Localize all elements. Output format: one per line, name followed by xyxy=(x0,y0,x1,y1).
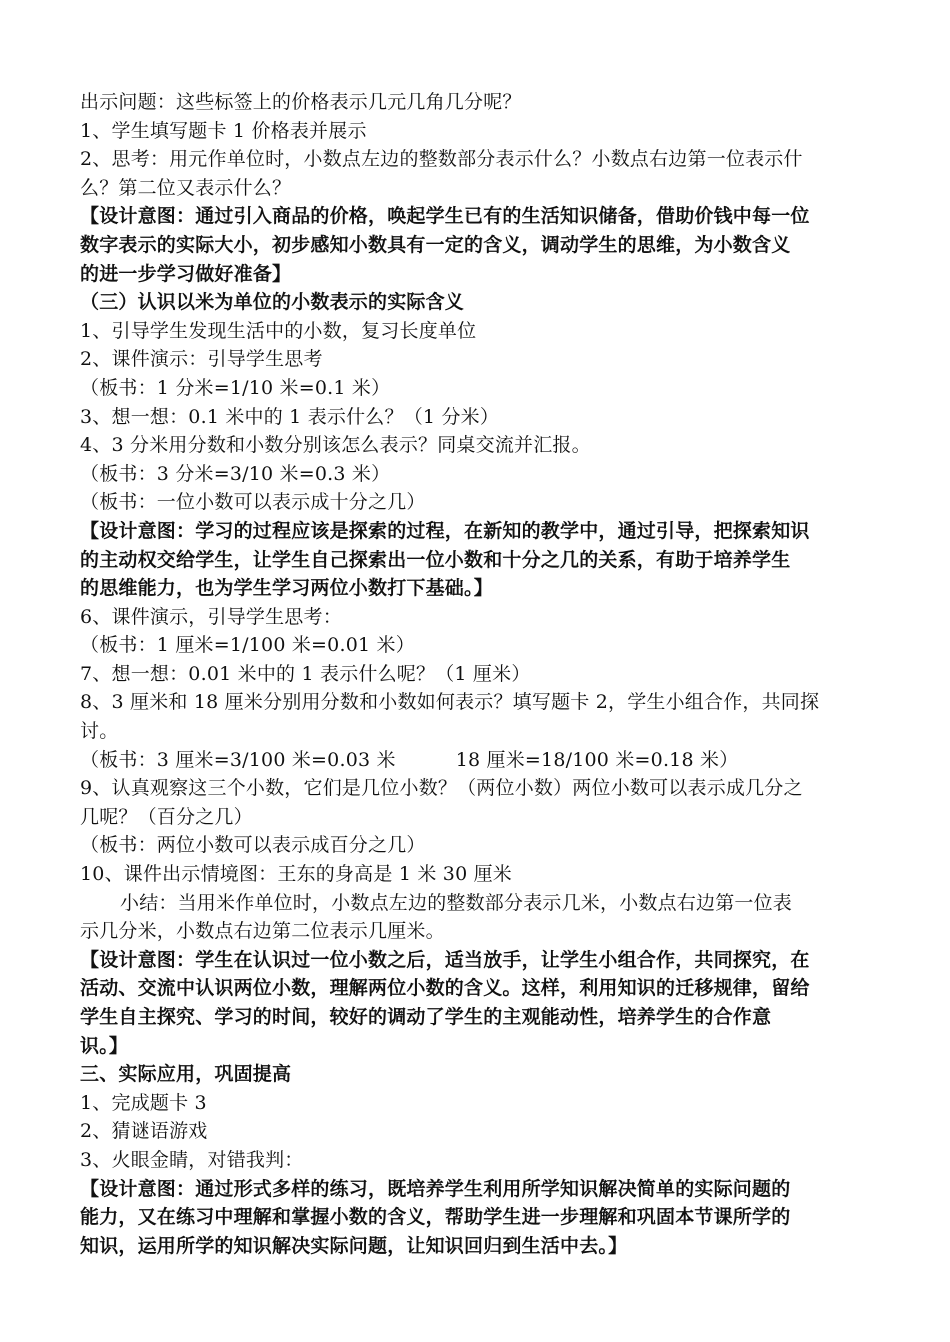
board-note: （板书：1 分米=1/10 米=0.1 米） xyxy=(80,376,391,399)
text-line: 7、想一想：0.01 米中的 1 表示什么呢？（1 厘米） xyxy=(80,662,531,685)
design-intent-line: 活动、交流中认识两位小数，理解两位小数的含义。这样，利用知识的迁移规律，留给 xyxy=(80,977,810,1000)
text-line: 9、认真观察这三个小数，它们是几位小数？（两位小数）两位小数可以表示成几分之 xyxy=(80,777,803,800)
design-intent-line: 的进一步学习做好准备】 xyxy=(80,262,292,285)
design-intent-line: 【设计意图：学生在认识过一位小数之后，适当放手，让学生小组合作，共同探究，在 xyxy=(80,948,810,971)
design-intent-line: 能力，又在练习中理解和掌握小数的含义，帮助学生进一步理解和巩固本节课所学的 xyxy=(80,1206,791,1229)
text-line: 6、课件演示，引导学生思考： xyxy=(80,605,342,628)
text-line: 么？第二位又表示什么？ xyxy=(80,176,292,199)
text-line: 几呢？（百分之几） xyxy=(80,805,253,828)
design-intent-line: 【设计意图：通过形式多样的练习，既培养学生利用所学知识解决简单的实际问题的 xyxy=(80,1177,791,1200)
document-page xyxy=(80,88,880,1260)
design-intent-line: 【设计意图：通过引入商品的价格，唤起学生已有的生活知识储备，借助价钱中每一位 xyxy=(80,205,810,228)
board-note-row xyxy=(80,746,880,775)
design-intent-line: 的主动权交给学生，让学生自己探索出一位小数和十分之几的关系，有助于培养学生 xyxy=(80,548,791,571)
text-line: 4、3 分米用分数和小数分别该怎么表示？同桌交流并汇报。 xyxy=(80,434,591,457)
text-line: 1、完成题卡 3 xyxy=(80,1091,207,1114)
design-intent-line: 学生自主探究、学习的时间，较好的调动了学生的主观能动性，培养学生的合作意 xyxy=(80,1006,772,1028)
text-line: 2、猜谜语游戏 xyxy=(80,1120,208,1143)
design-intent-line: 数字表示的实际大小，初步感知小数具有一定的含义，调动学生的思维，为小数含义 xyxy=(80,233,791,256)
design-intent-line: 知识，运用所学的知识解决实际问题，让知识回归到生活中去。】 xyxy=(80,1234,628,1257)
board-note: （板书：一位小数可以表示成十分之几） xyxy=(80,491,426,514)
text-line: 1、引导学生发现生活中的小数，复习长度单位 xyxy=(80,319,477,342)
summary-line: 小结：当用米作单位时，小数点左边的整数部分表示几米，小数点右边第一位表 xyxy=(120,891,793,914)
text-line: 2、课件演示：引导学生思考 xyxy=(80,348,323,371)
text-line: 10、课件出示情境图：王东的身高是 1 米 30 厘米 xyxy=(80,863,513,886)
text-line: 3、想一想：0.1 米中的 1 表示什么？（1 分米） xyxy=(80,405,500,428)
board-note: （板书：两位小数可以表示成百分之几） xyxy=(80,834,426,857)
design-intent-line: 的思维能力，也为学生学习两位小数打下基础。】 xyxy=(80,577,493,600)
section-heading: （三）认识以米为单位的小数表示的实际含义 xyxy=(80,291,465,314)
design-intent-line: 【设计意图：学习的过程应该是探索的过程，在新知的教学中，通过引导，把探索知识 xyxy=(80,519,810,542)
text-line: 2、思考：用元作单位时，小数点左边的整数部分表示什么？小数点右边第一位表示什 xyxy=(80,148,803,171)
summary-line: 示几分米，小数点右边第二位表示几厘米。 xyxy=(80,920,445,943)
design-intent-line: 识。】 xyxy=(80,1034,129,1057)
text-line: 1、学生填写题卡 1 价格表并展示 xyxy=(80,119,367,142)
text-line: 出示问题：这些标签上的价格表示几元几角几分呢？ xyxy=(80,91,522,113)
board-note: （板书：3 分米=3/10 米=0.3 米） xyxy=(80,462,391,485)
text-line: 讨。 xyxy=(80,720,119,743)
board-note: （板书：3 厘米=3/100 米=0.03 米 xyxy=(80,748,396,771)
section-heading: 三、实际应用，巩固提高 xyxy=(80,1063,292,1086)
text-line: 8、3 厘米和 18 厘米分别用分数和小数如何表示？填写题卡 2，学生小组合作，共同探 xyxy=(80,691,820,714)
text-line: 3、火眼金睛，对错我判： xyxy=(80,1148,304,1171)
board-note: （板书：1 厘米=1/100 米=0.01 米） xyxy=(80,634,415,657)
board-note: 18 厘米=18/100 米=0.18 米） xyxy=(455,748,739,771)
